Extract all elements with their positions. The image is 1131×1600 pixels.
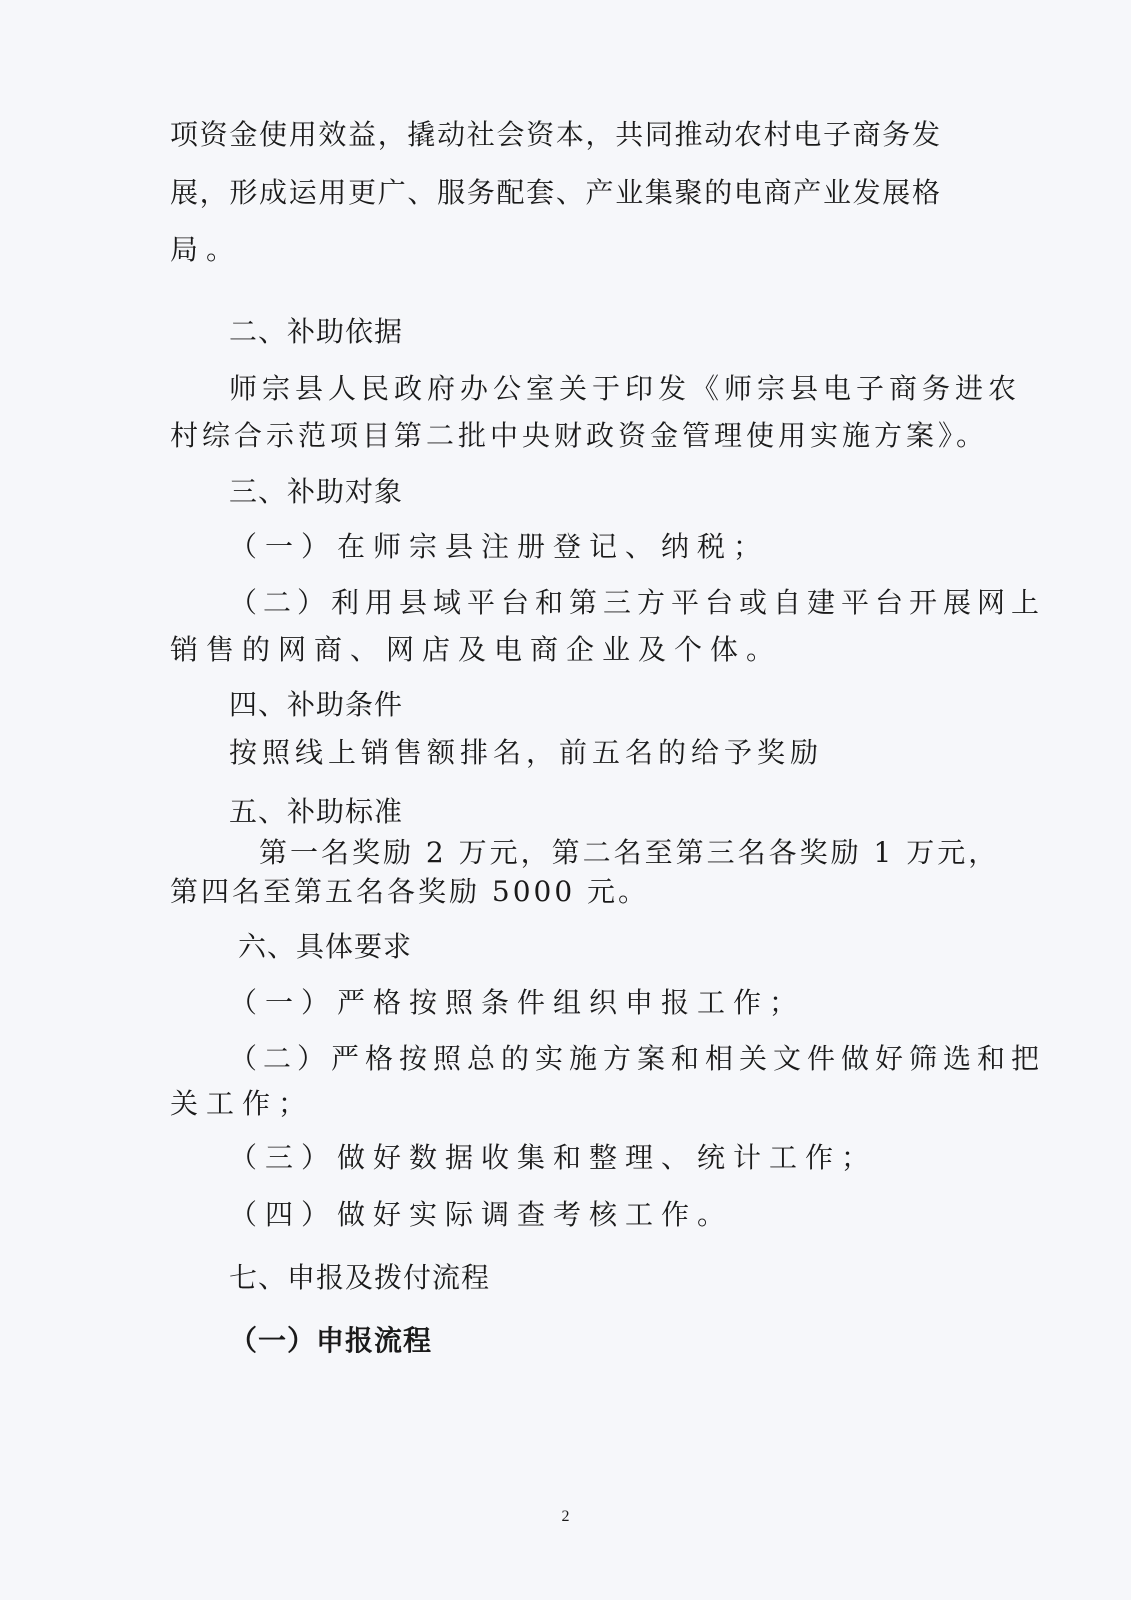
- section-6-item-2-line-1: （二）严格按照总的实施方案和相关文件做好筛选和把: [229, 1042, 1046, 1075]
- section-4-para: 按照线上销售额排名，前五名的给予奖励: [229, 736, 824, 769]
- section-6-item-2-line-2: 关工作；: [170, 1087, 315, 1120]
- section-4-heading: 四、补助条件: [229, 688, 404, 721]
- section-2-heading: 二、补助依据: [229, 315, 404, 348]
- section-2-para-line-1: 师宗县人民政府办公室关于印发《师宗县电子商务进农: [229, 372, 1022, 405]
- section-6-item-4: （四）做好实际调查考核工作。: [229, 1198, 734, 1231]
- section-5-heading: 五、补助标准: [229, 795, 404, 828]
- section-2-para-line-2: 村综合示范项目第二批中央财政资金管理使用实施方案》。: [170, 419, 989, 452]
- section-3-heading: 三、补助对象: [229, 475, 404, 508]
- intro-line-3: 局。: [170, 233, 243, 266]
- section-7-subheading-1: （一）申报流程: [229, 1324, 433, 1357]
- intro-line-1: 项资金使用效益，撬动社会资本，共同推动农村电子商务发: [170, 118, 940, 151]
- section-7-heading: 七、申报及拨付流程: [229, 1261, 491, 1294]
- section-5-para-line-1: 第一名奖励 2 万元，第二名至第三名各奖励 1 万元，: [259, 836, 1000, 869]
- section-6-item-3: （三）做好数据收集和整理、统计工作；: [229, 1141, 878, 1174]
- intro-line-2: 展，形成运用更广、服务配套、产业集聚的电商产业发展格: [170, 176, 940, 209]
- section-3-item-2-line-1: （二）利用县域平台和第三方平台或自建平台开展网上: [229, 586, 1046, 619]
- section-3-item-1: （一）在师宗县注册登记、纳税；: [229, 530, 770, 563]
- section-6-heading: 六、具体要求: [238, 930, 413, 963]
- section-3-item-2-line-2: 销售的网商、网店及电商企业及个体。: [170, 633, 783, 666]
- section-6-item-1: （一）严格按照条件组织申报工作；: [229, 986, 806, 1019]
- page-number: 2: [561, 1508, 570, 1525]
- section-5-para-line-2: 第四名至第五名各奖励 5000 元。: [170, 875, 650, 908]
